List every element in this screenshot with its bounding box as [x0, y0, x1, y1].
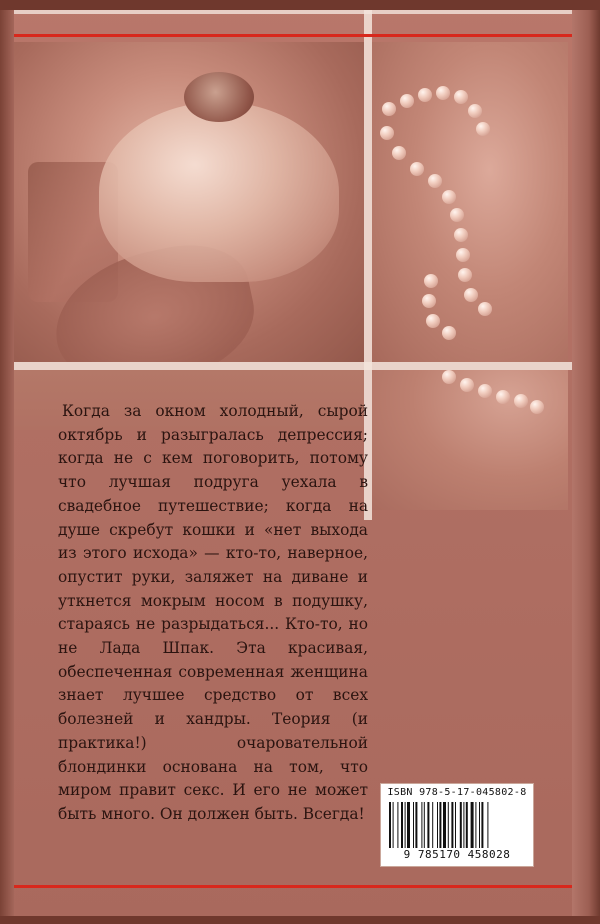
crystal-bowl-image: [99, 102, 339, 282]
barcode-label: [380, 783, 534, 867]
barcode-bar: [437, 802, 438, 848]
photo-panel-pearls-lower: [372, 370, 568, 510]
pearl: [460, 378, 474, 392]
barcode-bar: [405, 802, 406, 848]
barcode-bar: [439, 802, 441, 848]
accent-stripe-bottom: [0, 885, 600, 888]
pearl: [382, 102, 396, 116]
barcode-bar: [479, 802, 480, 848]
barcode-bar: [427, 802, 429, 848]
cover-edge-top: [0, 0, 600, 10]
pearl: [418, 88, 432, 102]
pearl: [530, 400, 544, 414]
barcode-bar: [424, 802, 425, 848]
pearl: [442, 326, 456, 340]
pearl: [496, 390, 510, 404]
accent-stripe-top: [0, 34, 600, 37]
pearl: [442, 370, 456, 384]
barcode-bar: [393, 802, 394, 848]
book-description: Когда за окном холодный, сырой октябрь и разыгралась депрессия; когда не с кем поговорить, потому что лучшая подруга уехала в свадебное путешествие; когда на душе скребут кошки и «нет выхода из этого исхода» — кто-то, наверное, опустит руки, заляжет на диване и уткнется мокрым носом в подушку, стараясь не разрыдаться... Кто-то, но не Лада Шпак. Эта красивая, обеспеченная современная женщина знает лучшее средство от всех болезней и хандры. Теория (и практика!) очаровательной блондинки основана на том, что миром правит секс. И его не может быть много. Он должен быть. Всегда!: [58, 402, 368, 823]
barcode-bar: [407, 802, 410, 848]
pearl: [454, 90, 468, 104]
pearl: [400, 94, 414, 108]
bowl-lid-image: [184, 72, 254, 122]
pearl: [464, 288, 478, 302]
pearl: [424, 274, 438, 288]
pearl: [454, 228, 468, 242]
barcode-bar: [432, 802, 433, 848]
barcode-bar: [455, 802, 456, 848]
ean-digits: 9 785170 458028: [403, 848, 511, 861]
barcode-bar: [397, 802, 398, 848]
isbn-number: ISBN 978-5-17-045802-8: [387, 787, 527, 798]
barcode-bar: [448, 802, 449, 848]
pearl: [428, 174, 442, 188]
barcode-bar: [415, 802, 417, 848]
barcode-bar: [443, 802, 446, 848]
pearl: [410, 162, 424, 176]
pearl: [426, 314, 440, 328]
pearl: [380, 126, 394, 140]
photo-panel-pearls: [372, 42, 568, 362]
frame-divider-horizontal: [14, 362, 574, 370]
pearl: [442, 190, 456, 204]
barcode-bar: [389, 802, 391, 848]
pearl: [456, 248, 470, 262]
barcode-bar: [421, 802, 422, 848]
cover-edge-bottom: [0, 916, 600, 924]
barcode-bar: [463, 802, 464, 848]
barcode-bar: [451, 802, 453, 848]
pearl: [478, 384, 492, 398]
pearl: [392, 146, 406, 160]
barcode-bar: [413, 802, 414, 848]
barcode-bar: [487, 802, 488, 848]
pearl: [450, 208, 464, 222]
pearl: [468, 104, 482, 118]
pearl: [458, 268, 472, 282]
pearl: [422, 294, 436, 308]
pearl: [436, 86, 450, 100]
pearl: [476, 122, 490, 136]
barcode-bar: [475, 802, 476, 848]
barcode-bar: [460, 802, 462, 848]
cover-edge-right: [572, 0, 600, 924]
barcode-bar: [481, 802, 483, 848]
barcode-bar: [471, 802, 474, 848]
pearl: [478, 302, 492, 316]
photo-panel-bowl: [14, 42, 364, 362]
pearl: [514, 394, 528, 408]
barcode-bars: [389, 802, 525, 848]
spine-edge: [0, 0, 14, 924]
barcode-bar: [401, 802, 403, 848]
barcode-bar: [466, 802, 468, 848]
